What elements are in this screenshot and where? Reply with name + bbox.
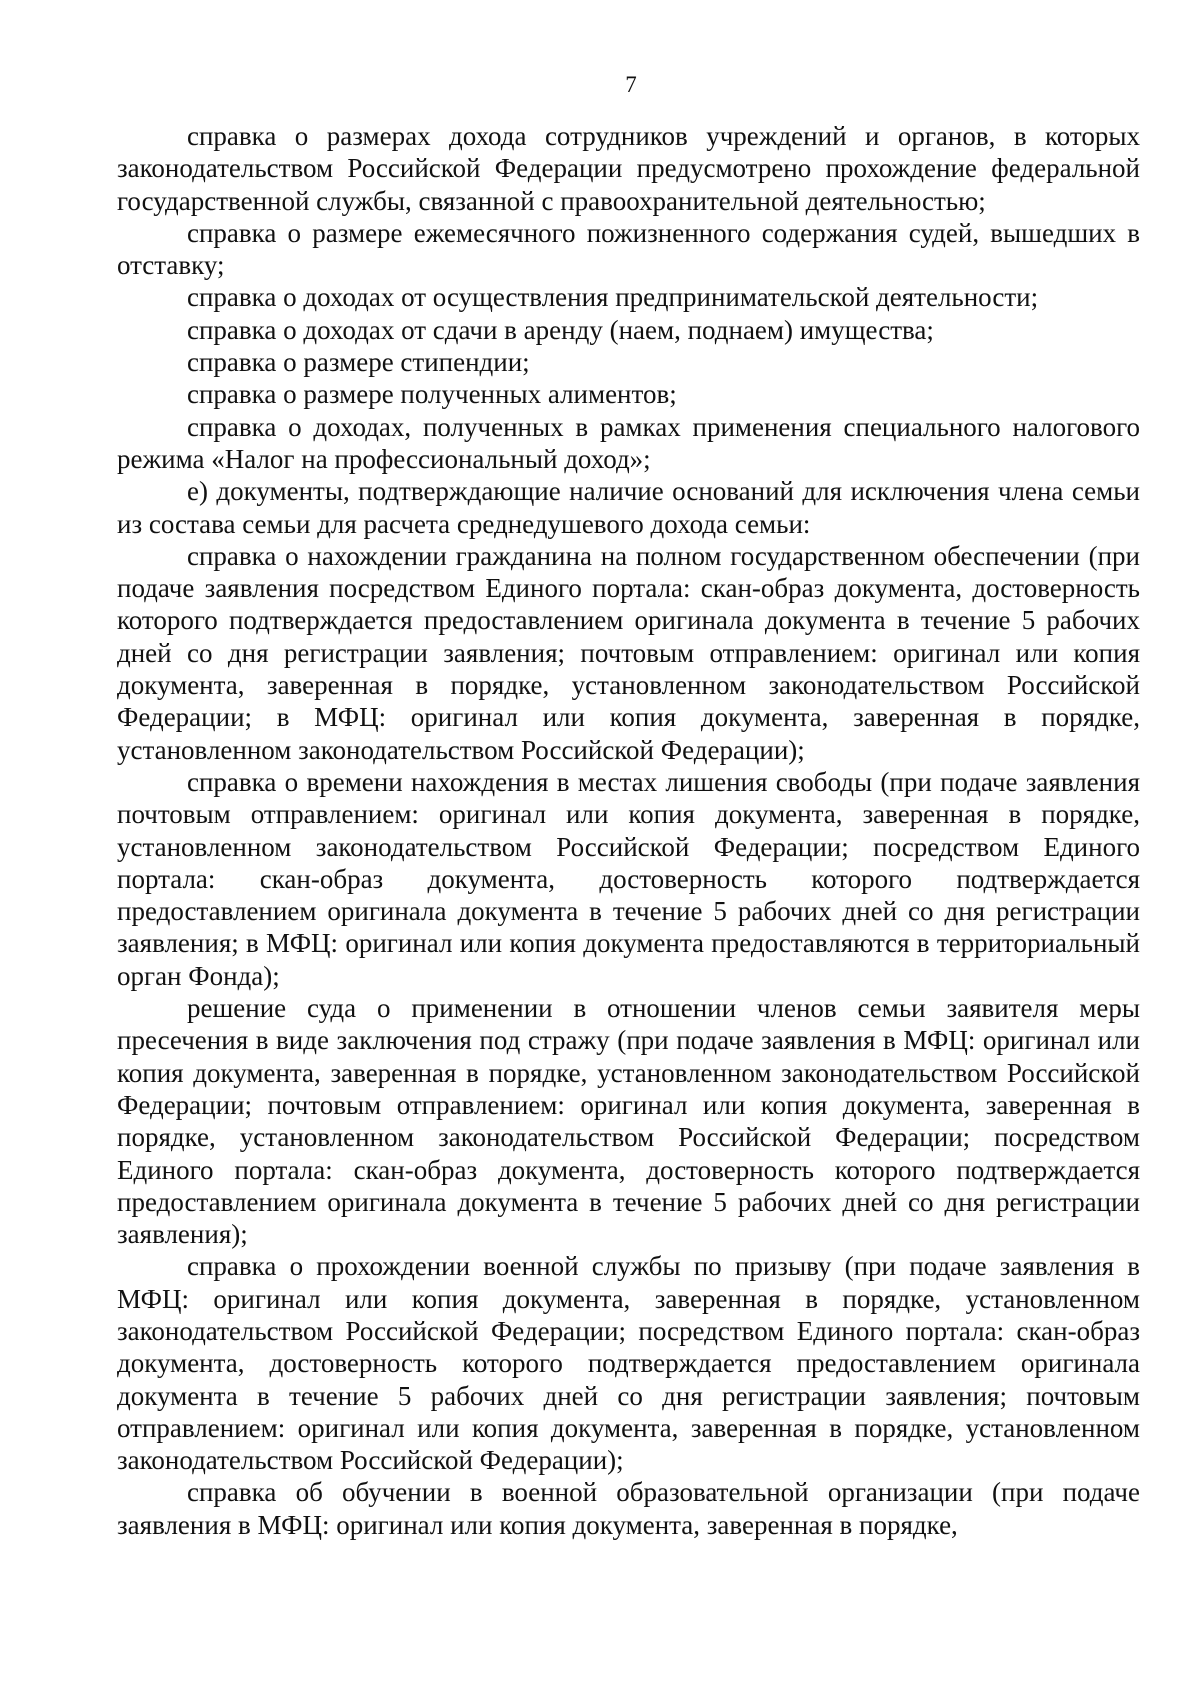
paragraph: справка о доходах от осуществления предпринимательской деятельности; xyxy=(187,282,1039,313)
paragraph: справка о размерах дохода сотрудников учреждений и органов, в которых законодательством Российской Федерации предусмотрено прохождение федеральной государственной службы, связанной с правоохранительной деятельностью; xyxy=(117,121,1140,216)
paragraph: решение суда о применении в отношении членов семьи заявителя меры пресечения в виде заключения под стражу (при подаче заявления в МФЦ: оригинал или копия документа, заверенная в порядке, установленном законодательством Российской Федерации; почтовым отправлением: оригинал или копия документа, заверенная в порядке, установленном законодательством Российской Федерации; посредством Единого портала: скан-образ документа, достоверность которого подтверждается предоставлением оригинала документа в течение 5 рабочих дней со дня регистрации заявления); xyxy=(117,993,1140,1250)
paragraph: справка о нахождении гражданина на полном государственном обеспечении (при подаче заявления посредством Единого портала: скан-образ документа, достоверность которого подтверждается предоставлением оригинала документа в течение 5 рабочих дней со дня регистрации заявления; почтовым отправлением: оригинал или копия документа, заверенная в порядке, установленном законодательством Российской Федерации; в МФЦ: оригинал или копия документа, заверенная в порядке, установленном законодательством Российской Федерации); xyxy=(117,540,1140,765)
paragraph: е) документы, подтверждающие наличие оснований для исключения члена семьи из состава семьи для расчета среднедушевого дохода семьи: xyxy=(117,476,1140,539)
paragraph: справка о времени нахождения в местах лишения свободы (при подаче заявления почтовым отправлением: оригинал или копия документа, заверенная в порядке, установленном законодательством Российской Федерации; посредством Единого портала: скан-образ документа, достоверность которого подтверждается предоставлением оригинала документа в течение 5 рабочих дней со дня регистрации заявления; в МФЦ: оригинал или копия документа предоставляются в территориальный орган Фонда); xyxy=(117,766,1140,991)
paragraph: справка о доходах, полученных в рамках применения специального налогового режима «Налог на профессиональный доход»; xyxy=(117,411,1140,474)
paragraph: справка о размере стипендии; xyxy=(187,347,530,378)
paragraph: справка о прохождении военной службы по призыву (при подаче заявления в МФЦ: оригинал или копия документа, заверенная в порядке, установленном законодательством Российской Федерации; посредством Единого портала: скан-образ документа, достоверность которого подтверждается предоставлением оригинала документа в течение 5 рабочих дней со дня регистрации заявления; почтовым отправлением: оригинал или копия документа, заверенная в порядке, установленном законодательством Российской Федерации); xyxy=(117,1251,1140,1476)
document-body xyxy=(117,120,1140,1541)
paragraph: справка о размере полученных алиментов; xyxy=(187,379,677,410)
paragraph: справка о размере ежемесячного пожизненного содержания судей, вышедших в отставку; xyxy=(117,217,1140,281)
paragraph: справка о доходах от сдачи в аренду (наем, поднаем) имущества; xyxy=(187,314,934,345)
paragraph: справка об обучении в военной образовательной организации (при подаче заявления в МФЦ: оригинал или копия документа, заверенная в порядке, xyxy=(117,1477,1140,1540)
page-number: 7 xyxy=(625,72,637,97)
